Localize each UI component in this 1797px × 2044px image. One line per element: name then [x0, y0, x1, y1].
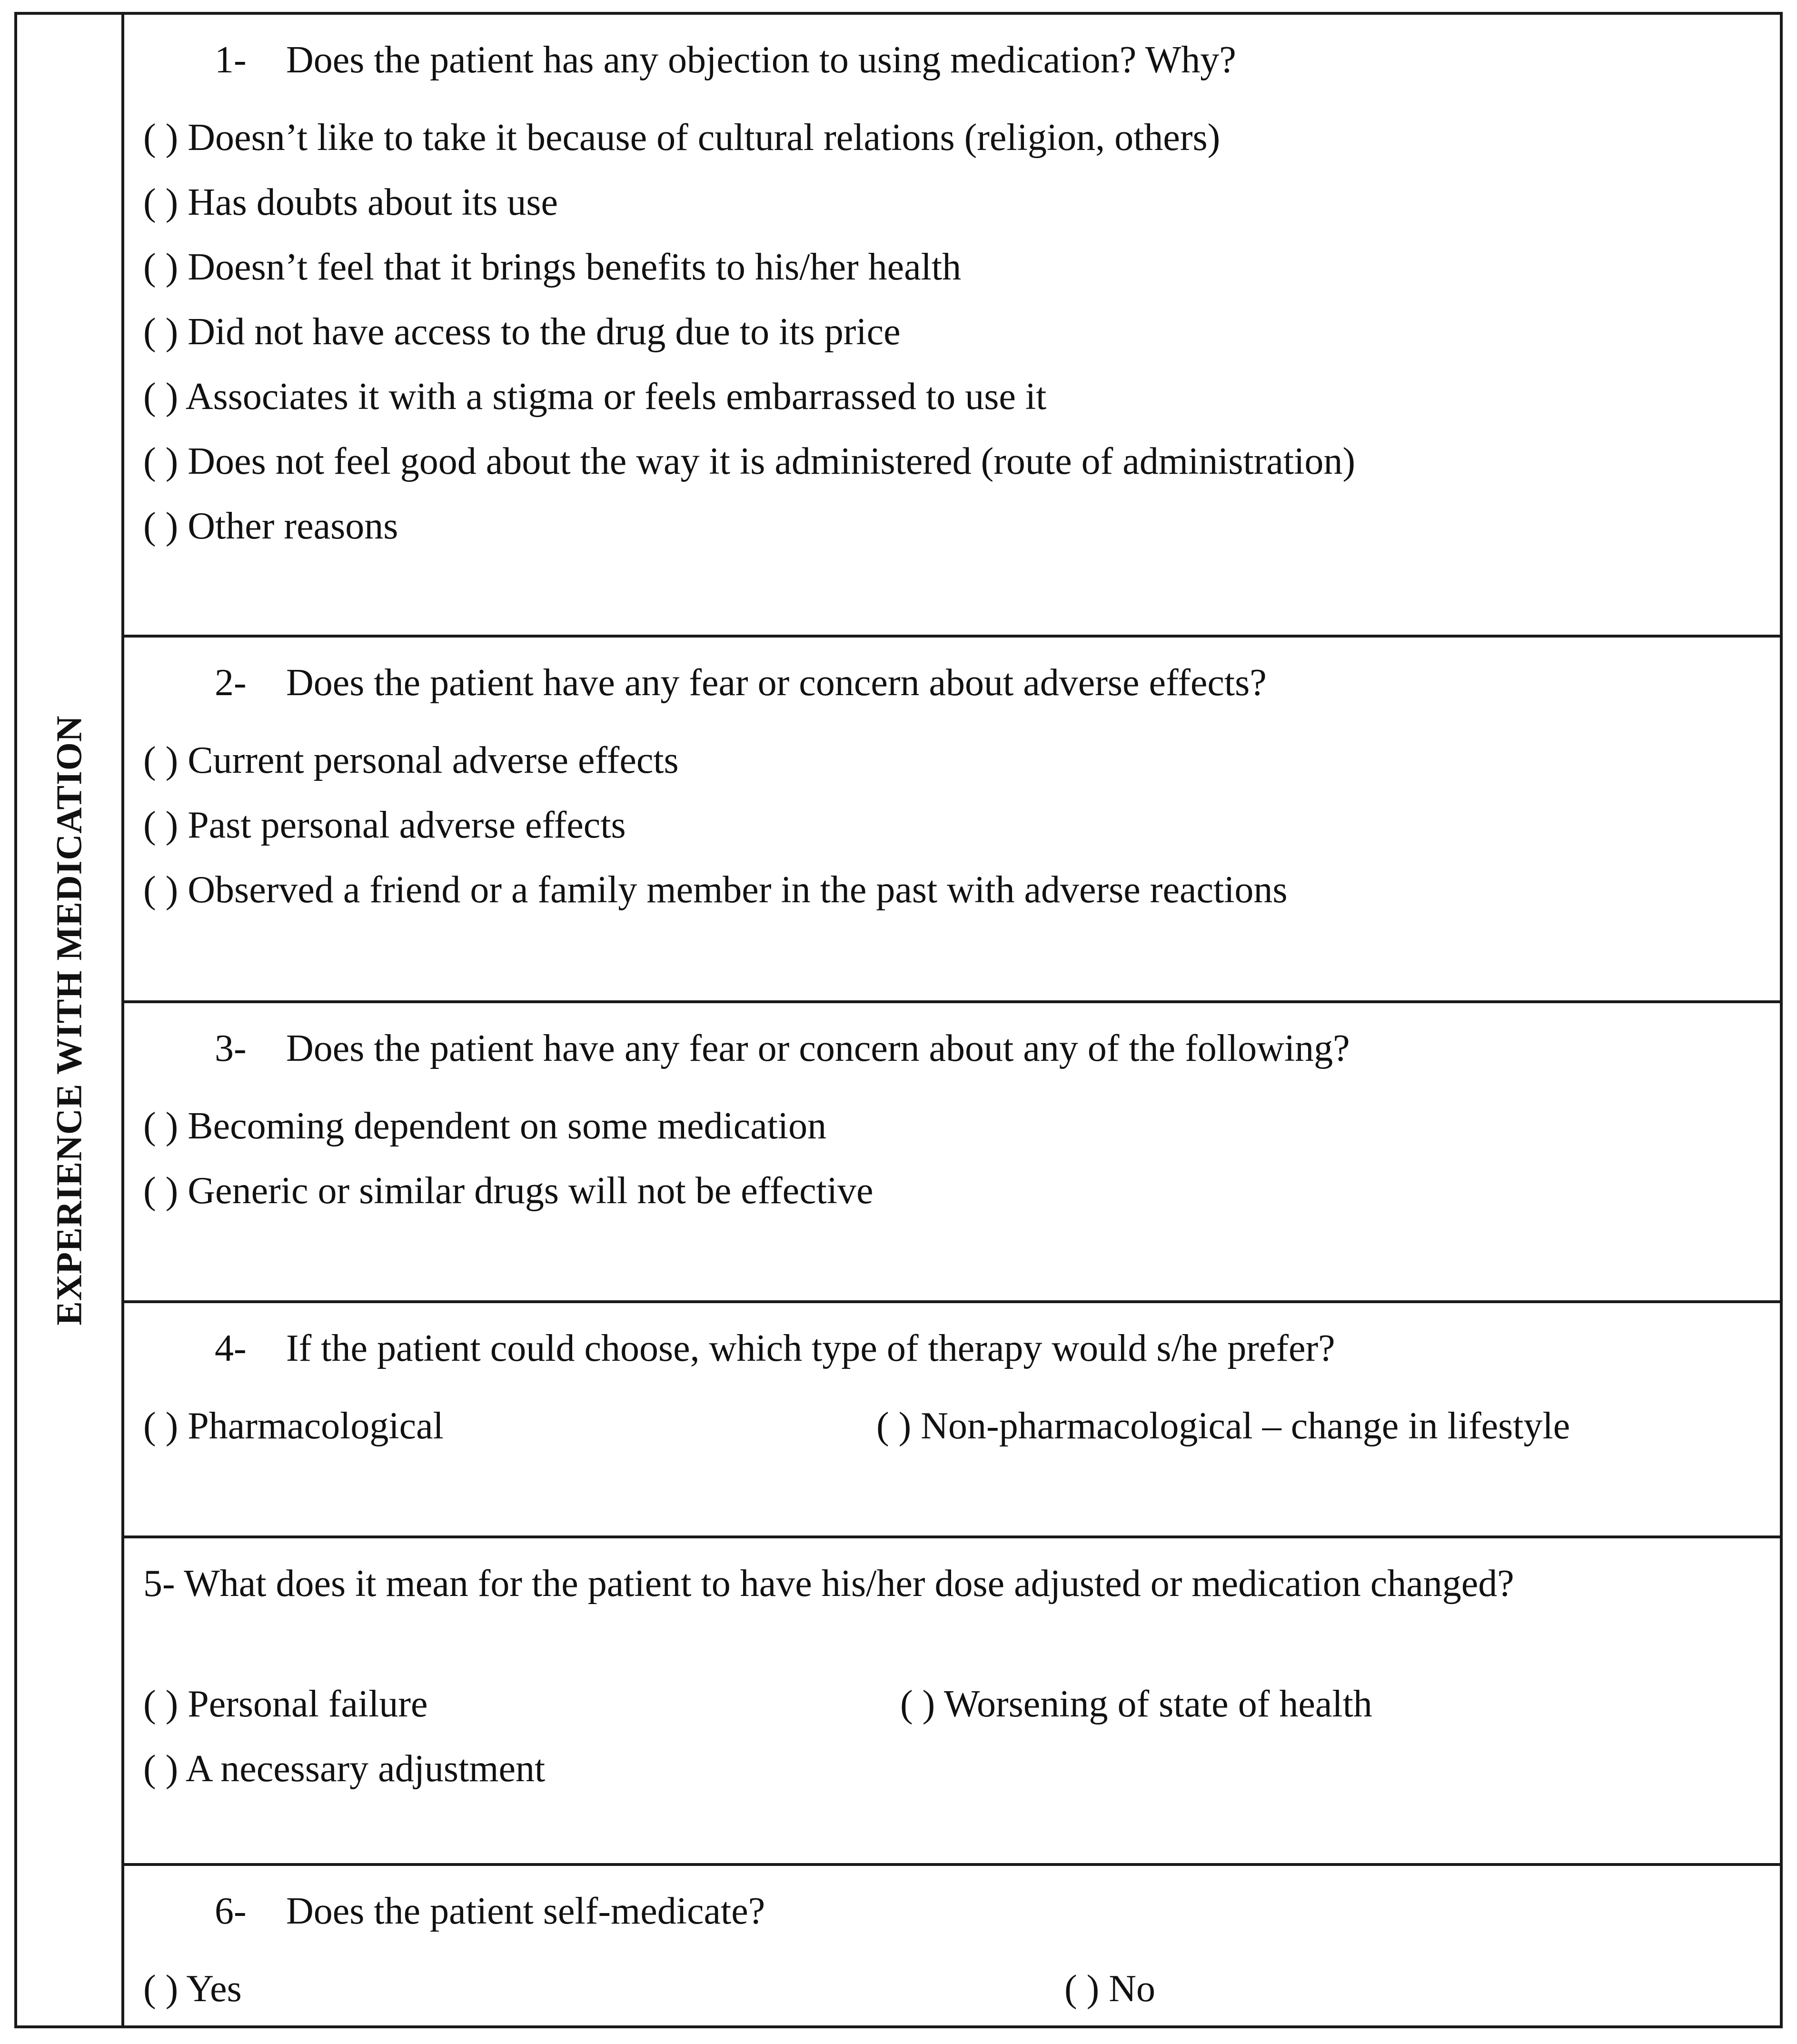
option-pharmacological[interactable]: ( ) Pharmacological [143, 1405, 444, 1447]
option-price-access[interactable]: ( ) Did not have access to the drug due to its price [143, 311, 901, 353]
option-necessary-adjustment[interactable]: ( ) A necessary adjustment [143, 1748, 546, 1790]
question-2-options [143, 728, 1761, 922]
option-other-reasons[interactable]: ( ) Other reasons [143, 505, 398, 547]
option-non-pharmacological[interactable]: ( ) Non-pharmacological – change in lifestyle [876, 1405, 1570, 1447]
question-4-number: 4- [215, 1327, 247, 1369]
question-2-text: Does the patient have any fear or concern about adverse effects? [286, 662, 1267, 704]
question-4-section [124, 1303, 1780, 1538]
side-column [17, 15, 124, 2025]
question-2-section [124, 638, 1780, 1003]
question-1-number: 1- [215, 39, 247, 81]
medication-experience-form [14, 12, 1783, 2028]
option-no-health-benefits[interactable]: ( ) Doesn’t feel that it brings benefits to his/her health [143, 246, 962, 288]
question-2-number: 2- [215, 662, 247, 704]
option-observed-adverse-reactions[interactable]: ( ) Observed a friend or a family member in the past with adverse reactions [143, 869, 1288, 911]
question-5-section [124, 1538, 1780, 1866]
question-5-text: 5- What does it mean for the patient to have his/her dose adjusted or medication changed? [143, 1563, 1514, 1605]
option-route-of-administration[interactable]: ( ) Does not feel good about the way it is administered (route of administration) [143, 440, 1356, 482]
question-3-text: Does the patient have any fear or concern about any of the following? [286, 1027, 1350, 1069]
question-3-heading [143, 1022, 1761, 1075]
question-1-heading [143, 34, 1761, 86]
option-cultural-relations[interactable]: ( ) Doesn’t like to take it because of cultural relations (religion, others) [143, 117, 1221, 159]
option-generic-not-effective[interactable]: ( ) Generic or similar drugs will not be effective [143, 1170, 874, 1212]
option-yes[interactable]: ( ) Yes [143, 1968, 242, 2010]
option-stigma[interactable]: ( ) Associates it with a stigma or feels embarrassed to use it [143, 376, 1047, 418]
question-6-options [143, 1956, 1761, 2021]
question-3-section [124, 1003, 1780, 1303]
question-1-options [143, 105, 1761, 558]
option-current-adverse-effects[interactable]: ( ) Current personal adverse effects [143, 739, 679, 781]
question-1-text: Does the patient has any objection to using medication? Why? [286, 39, 1236, 81]
question-sections [124, 15, 1780, 2025]
question-4-options [143, 1394, 1761, 1458]
option-becoming-dependent[interactable]: ( ) Becoming dependent on some medication [143, 1105, 827, 1147]
option-past-adverse-effects[interactable]: ( ) Past personal adverse effects [143, 804, 626, 846]
question-1-section [124, 15, 1780, 638]
option-personal-failure[interactable]: ( ) Personal failure [143, 1683, 428, 1725]
question-4-text: If the patient could choose, which type of therapy would s/he prefer? [286, 1327, 1335, 1369]
option-doubts-about-use[interactable]: ( ) Has doubts about its use [143, 181, 558, 223]
question-3-number: 3- [215, 1027, 247, 1069]
option-no[interactable]: ( ) No [1064, 1968, 1156, 2010]
option-worsening-health[interactable]: ( ) Worsening of state of health [900, 1683, 1372, 1725]
side-section-label: EXPERIENCE WITH MEDICATION [49, 715, 89, 1326]
question-2-heading [143, 657, 1761, 709]
question-5-options [143, 1672, 1761, 1801]
question-4-heading [143, 1322, 1761, 1375]
question-3-options [143, 1094, 1761, 1223]
question-6-text: Does the patient self-medicate? [286, 1890, 765, 1932]
question-6-number: 6- [215, 1890, 247, 1932]
question-6-heading [143, 1885, 1761, 1937]
question-6-section [124, 1866, 1780, 2025]
question-5-heading [143, 1557, 1761, 1610]
